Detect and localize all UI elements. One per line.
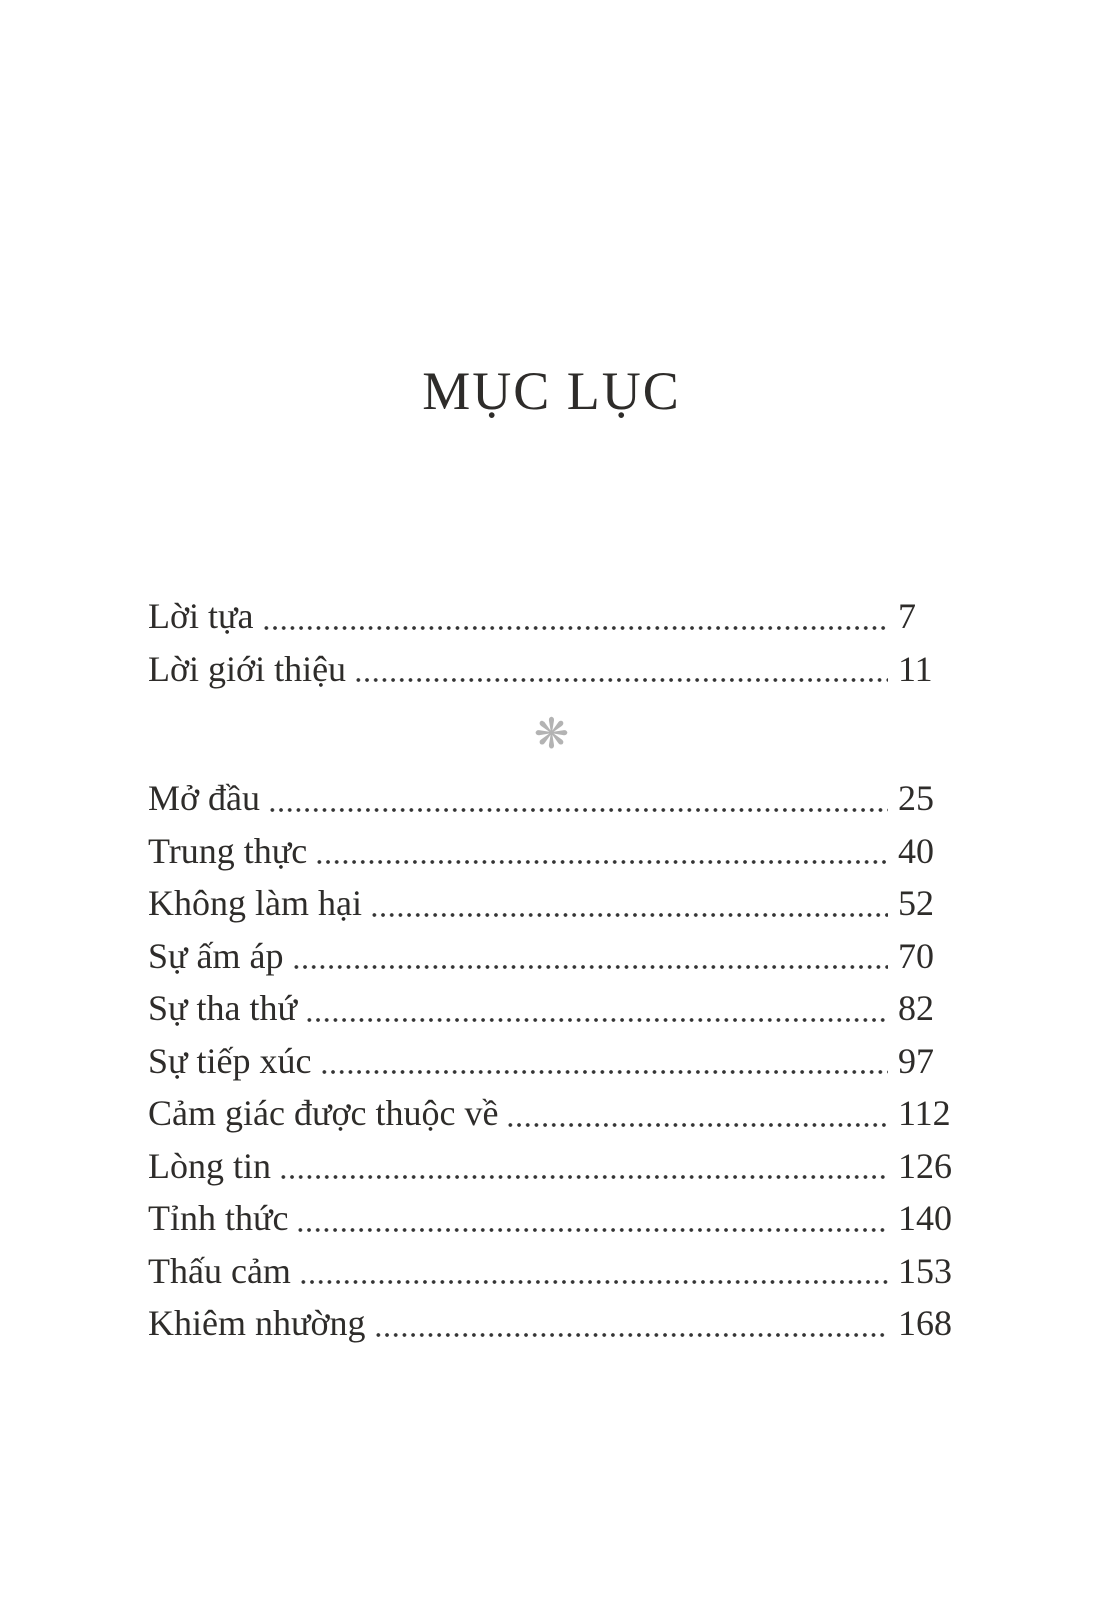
toc-page-number: 140 (898, 1198, 952, 1238)
flower-ornament-icon: ❋ (533, 709, 570, 758)
toc-row (148, 930, 954, 983)
toc-entry-label: Không làm hại (148, 883, 362, 923)
toc-entry-label: Sự ấm áp (148, 935, 284, 976)
toc-page-number: 112 (898, 1093, 951, 1133)
toc-page-number: 82 (898, 988, 934, 1028)
toc-dot-leader (307, 825, 894, 878)
toc-entry-label: Cảm giác được thuộc về (148, 1093, 499, 1133)
toc-page-number: 97 (898, 1040, 934, 1081)
page-title: MỤC LỤC (422, 361, 681, 421)
toc-dot-leader (297, 982, 894, 1035)
toc-row (148, 1192, 954, 1245)
toc-row (148, 1140, 954, 1193)
toc-dot-leader (366, 1297, 894, 1350)
toc-dot-leader (288, 1192, 894, 1245)
chapter-list (148, 772, 954, 1350)
toc-row (148, 1035, 954, 1088)
toc-dot-leader (271, 1140, 894, 1193)
toc-dot-leader (284, 930, 895, 983)
toc-entry-label: Lời tựa (148, 596, 254, 636)
toc-entry-label: Thấu cảm (148, 1250, 291, 1291)
toc-row (148, 1245, 954, 1298)
toc-page-number: 168 (898, 1303, 952, 1343)
toc-entry-label: Tỉnh thức (148, 1198, 289, 1238)
toc-entry-label: Sự tiếp xúc (148, 1040, 312, 1081)
toc-entry-label: Lời giới thiệu (148, 648, 347, 689)
toc-row (148, 877, 954, 930)
front-matter-list (148, 590, 954, 695)
toc-entry-label: Sự tha thứ (148, 988, 298, 1028)
toc-dot-leader (346, 643, 894, 696)
toc-dot-leader (312, 1035, 895, 1088)
toc-entry-label: Khiêm nhường (148, 1303, 366, 1343)
toc-page-number: 11 (898, 648, 933, 689)
toc-entry-label: Trung thực (148, 830, 308, 871)
toc-entry-label: Mở đầu (148, 778, 261, 818)
toc-dot-leader (498, 1087, 894, 1140)
toc-page-number: 40 (898, 830, 934, 871)
toc-dot-leader (291, 1245, 894, 1298)
toc-row (148, 1087, 954, 1140)
toc-page-number: 153 (898, 1250, 952, 1291)
toc-row (148, 772, 954, 825)
toc-dot-leader (254, 590, 894, 643)
toc-entry-label: Lòng tin (148, 1145, 271, 1186)
toc-dot-leader (362, 877, 894, 930)
toc-row (148, 982, 954, 1035)
toc-page-number: 7 (898, 596, 916, 636)
toc-row (148, 590, 954, 643)
toc-page-number: 52 (898, 883, 934, 923)
toc-dot-leader (260, 772, 894, 825)
toc-page-number: 25 (898, 778, 934, 818)
toc-row (148, 825, 954, 878)
toc-page-number: 126 (898, 1145, 952, 1186)
toc-row (148, 1297, 954, 1350)
toc-row (148, 643, 954, 696)
toc-page-number: 70 (898, 935, 934, 976)
